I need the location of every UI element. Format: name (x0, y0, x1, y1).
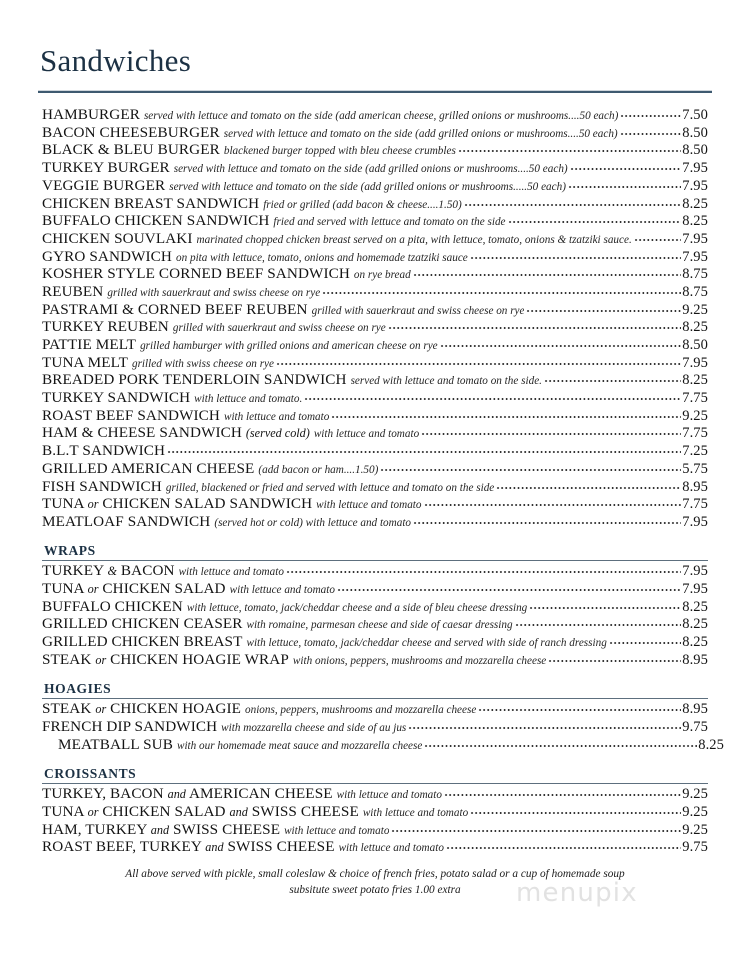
menu-item-name-part: TUNA (42, 496, 84, 512)
menu-item-price: 7.95 (682, 581, 708, 597)
menu-item-description: with lettuce and tomato (178, 567, 284, 579)
menu-item (42, 514, 708, 530)
menu-item-price: 8.95 (682, 478, 708, 495)
menu-item-price: 9.25 (682, 407, 708, 424)
dot-leader (337, 585, 681, 595)
menu-item-description: served with lettuce and tomato on the side (add american cheese, grilled onions or mushrooms....50 each) (143, 111, 619, 123)
menu-item-description: grilled with swiss cheese on rye (131, 358, 274, 370)
menu-item-price: 7.75 (682, 390, 708, 406)
menu-item-price: 8.50 (682, 337, 708, 353)
menu-item-price: 5.75 (682, 460, 708, 477)
menu-item-name-part: TURKEY, BACON (42, 786, 164, 802)
menu-item-description: served with lettuce and tomato on the side (add grilled onions or mushrooms....50 each) (223, 128, 618, 140)
menu-section-sandwiches (0, 107, 750, 529)
dot-leader (331, 412, 681, 422)
menu-item-name-part: CHICKEN SALAD SANDWICH (102, 496, 313, 512)
menu-item-description: on pita with lettuce, tomato, onions and homemade tzatziki sauce (175, 252, 468, 264)
menu-item (42, 786, 708, 802)
menu-item-name-part: & (107, 564, 118, 579)
menu-item (42, 634, 708, 650)
menu-item-name-part: HAM, TURKEY (42, 821, 147, 838)
menu-item-name-part: CHICKEN SALAD (102, 803, 226, 820)
menu-item (42, 443, 708, 459)
dot-leader (526, 306, 681, 316)
menu-item-name-part: (served cold) (245, 426, 310, 441)
menu-item-price: 9.25 (682, 301, 708, 318)
menu-item-name-part: CHICKEN SALAD (102, 581, 226, 597)
menu-item-name-part: or (87, 497, 99, 512)
menu-item-name: HAMBURGER (42, 107, 140, 123)
menu-item-name: GYRO SANDWICH (42, 248, 172, 265)
menu-item-name-part: STEAK (42, 701, 92, 717)
menu-item-name-part: TURKEY (42, 563, 104, 579)
dot-leader (544, 376, 681, 386)
menu-item (42, 160, 708, 176)
menu-item-name (42, 563, 175, 578)
section-divider-croissants (42, 783, 708, 784)
menu-item-price: 8.25 (682, 616, 708, 632)
menu-section-wraps (0, 543, 750, 667)
menu-item-price: 7.95 (682, 563, 708, 579)
menu-item-name: BREADED PORK TENDERLOIN SANDWICH (42, 372, 347, 388)
menu-item-description: with lettuce and tomato (223, 411, 330, 423)
menu-item-name: MEATBALL SUB (58, 736, 173, 753)
section-header-wraps: WRAPS (44, 543, 96, 559)
menu-item-name (42, 822, 280, 837)
dot-leader (446, 843, 681, 853)
dot-leader (508, 217, 682, 227)
menu-item-name-part: HAM & CHEESE SANDWICH (42, 425, 242, 441)
menu-item (42, 107, 708, 123)
menu-item-price: 7.25 (682, 443, 708, 459)
menu-item-name-part: TUNA (42, 581, 84, 597)
menu-item (42, 142, 708, 158)
menu-item (42, 496, 708, 512)
dot-leader (304, 394, 681, 404)
menu-item-name-part: SWISS CHEESE (251, 803, 359, 820)
menu-item (42, 372, 708, 388)
menu-item-price: 7.95 (682, 160, 708, 176)
menu-item-description: with lettuce and tomato. (194, 394, 303, 406)
menu-item-description: onions, peppers, mushrooms and mozzarella cheese (245, 705, 477, 717)
dot-leader (276, 359, 681, 369)
menu-item-name-part: CHICKEN HOAGIE (110, 701, 241, 717)
menu-item (42, 249, 708, 265)
dot-leader (464, 200, 681, 210)
menu-item (42, 231, 708, 247)
dot-leader (570, 164, 682, 174)
menu-item-description: with mozzarella cheese and side of au jus (221, 723, 407, 735)
menu-item (42, 178, 708, 194)
menu-item (42, 701, 708, 717)
menu-item-name: FRENCH DIP SANDWICH (42, 719, 218, 735)
menu-section-croissants (0, 766, 750, 855)
menu-item (42, 719, 708, 735)
menu-item-name: BLACK & BLEU BURGER (42, 142, 220, 158)
dot-leader (609, 638, 681, 648)
dot-leader (413, 270, 682, 280)
menu-item (42, 425, 708, 441)
dot-leader (408, 723, 681, 733)
menu-item-price: 8.95 (682, 701, 708, 717)
menu-item (42, 284, 708, 300)
menu-item (42, 581, 708, 597)
menu-item-name-part: and (229, 804, 248, 819)
dot-leader (391, 826, 681, 836)
menu-item-price: 8.25 (682, 213, 708, 229)
menu-item-name (42, 425, 310, 440)
menu-item-name: GRILLED CHICKEN BREAST (42, 634, 243, 650)
menu-item-description: with lettuce, tomato, jack/cheddar cheese and served with side of ranch dressing (246, 638, 607, 650)
menu-item (42, 337, 708, 353)
footer-line-1: All above served with pickle, small coleslaw & choice of french fries, potato salad or a cup of homemade soup (125, 868, 625, 880)
menu-item-name (42, 786, 333, 801)
dot-leader (424, 500, 682, 510)
menu-item-description: with romaine, parmesan cheese and side of caesar dressing (246, 620, 513, 632)
menu-item-name: B.L.T SANDWICH (42, 443, 166, 459)
menu-item-name-part: STEAK (42, 651, 92, 668)
menu-item-price: 9.25 (682, 786, 708, 802)
menu-item-price: 8.50 (682, 142, 708, 158)
menu-item-description: (add bacon or ham....1.50) (258, 464, 379, 476)
menu-item-price: 7.75 (682, 496, 708, 512)
menu-item-name: CHICKEN BREAST SANDWICH (42, 195, 260, 212)
menu-item-price: 7.95 (682, 177, 708, 194)
menu-item-price: 8.95 (682, 651, 708, 668)
section-header-croissants: CROISSANTS (44, 766, 137, 782)
menu-item-description: fried or grilled (add bacon & cheese....1.50) (263, 199, 462, 211)
dot-leader (620, 129, 682, 139)
menu-item-name-part: BACON (120, 563, 175, 579)
menu-item-name (42, 581, 226, 596)
dot-leader (440, 341, 682, 351)
menu-item-price: 8.25 (698, 736, 724, 753)
menu-item (42, 390, 708, 406)
menu-item-name-part: CHICKEN HOAGIE WRAP (110, 651, 289, 668)
menu-item-price: 9.25 (682, 821, 708, 838)
menu-item (42, 266, 708, 282)
dot-leader (515, 620, 682, 630)
menu-item (42, 355, 708, 371)
menu-item-description: served with lettuce and tomato on the side (add grilled onions or mushrooms.....50 each) (169, 181, 566, 193)
menu-item (42, 302, 708, 318)
menu-item-name: REUBEN (42, 283, 104, 300)
menu-item-price: 7.95 (682, 248, 708, 265)
menu-item-name-part: or (95, 652, 107, 667)
menu-item-description: grilled hamburger with grilled onions and american cheese on rye (140, 341, 438, 353)
menu-item-price: 7.75 (682, 425, 708, 441)
menu-item-name: GRILLED CHICKEN CEASER (42, 616, 243, 632)
menu-item-name: BUFFALO CHICKEN SANDWICH (42, 213, 270, 229)
dot-leader (548, 656, 681, 666)
menu-item (42, 196, 708, 212)
menu-item-name-part: or (95, 702, 107, 717)
menu-item-name: TUNA MELT (42, 354, 128, 371)
dot-leader (529, 603, 681, 613)
menu-item-name: ROAST BEEF SANDWICH (42, 407, 220, 424)
menu-item-name-part: or (87, 804, 99, 819)
menu-item-description: marinated chopped chicken breast served on a pita, with lettuce, tomato, onions & tzatziki sauce. (196, 234, 632, 246)
menu-item (42, 408, 708, 424)
menupix-watermark: menupix (516, 878, 638, 908)
menu-item-name: CHICKEN SOUVLAKI (42, 230, 193, 247)
menu-item-description: served with lettuce and tomato on the side. (350, 376, 542, 388)
menu-item-name: BUFFALO CHICKEN (42, 598, 183, 615)
menu-item-price: 8.25 (682, 634, 708, 650)
menu-item-description: fried and served with lettuce and tomato on the side (273, 217, 506, 229)
dot-leader (380, 465, 681, 475)
menu-item-description: grilled with sauerkraut and swiss cheese on rye (172, 323, 386, 335)
menu-item-name (42, 701, 241, 716)
menu-item (42, 479, 708, 495)
menu-item-description: with lettuce and tomato (316, 500, 422, 512)
menu-item-description: with lettuce and tomato (336, 790, 442, 802)
menu-item (42, 822, 708, 838)
menu-item-name (42, 804, 359, 819)
menu-item-description: with lettuce and tomato (338, 843, 444, 855)
menu-item-price: 9.75 (682, 839, 708, 855)
menu-item-name: PATTIE MELT (42, 337, 137, 353)
menu-item-description: with lettuce and tomato (313, 429, 420, 441)
menu-item-price: 8.50 (682, 124, 708, 141)
section-divider-wraps (42, 560, 708, 561)
dot-leader (388, 323, 681, 333)
menu-item (42, 125, 708, 141)
dot-leader (620, 111, 681, 121)
menu-item-price: 8.25 (682, 598, 708, 615)
menu-item-description: with lettuce and tomato (229, 585, 335, 597)
dot-leader (424, 741, 697, 751)
menu-item-description: (served hot or cold) with lettuce and tomato (214, 517, 412, 529)
dot-leader (470, 253, 681, 263)
dot-leader (167, 447, 681, 457)
menu-item (42, 839, 708, 855)
menu-item-description: grilled with sauerkraut and swiss cheese on rye (107, 287, 321, 299)
menu-item-price: 9.25 (682, 803, 708, 820)
section-divider-hoagies (42, 698, 708, 699)
dot-leader (458, 146, 681, 156)
title-divider (38, 90, 712, 93)
menu-item-description: grilled with sauerkraut and swiss cheese on rye (311, 305, 525, 317)
menu-item-name: PASTRAMI & CORNED BEEF REUBEN (42, 301, 308, 318)
menu-item-price: 8.25 (682, 319, 708, 335)
menu-item-description: with lettuce and tomato (362, 807, 469, 819)
menu-item-description: on rye bread (353, 270, 411, 282)
menu-item (42, 461, 708, 477)
menu-item-name-part: and (167, 787, 186, 802)
menu-item (42, 319, 708, 335)
menu-item-name: TURKEY SANDWICH (42, 390, 191, 406)
menu-item-name-part: SWISS CHEESE (172, 821, 281, 838)
menu-item-description: served with lettuce and tomato on the side (add grilled onions or mushrooms....50 each) (173, 164, 568, 176)
menu-item-name-part: ROAST BEEF, TURKEY (42, 839, 202, 855)
menu-item-name (42, 652, 289, 667)
menu-item-description: with lettuce and tomato (284, 825, 390, 837)
section-header-hoagies: HOAGIES (44, 681, 112, 697)
menu-item (42, 737, 724, 753)
menu-section-hoagies (0, 681, 750, 752)
menu-item-name: TURKEY BURGER (42, 160, 170, 176)
dot-leader (634, 235, 681, 245)
menu-item-description: with our homemade meat sauce and mozzarella cheese (176, 740, 423, 752)
dot-leader (496, 483, 681, 493)
dot-leader (421, 429, 681, 439)
menu-item-price: 7.95 (682, 230, 708, 247)
menu-item-name: FISH SANDWICH (42, 478, 162, 495)
menu-item-price: 8.25 (682, 195, 708, 212)
menu-item-name: GRILLED AMERICAN CHEESE (42, 460, 255, 477)
menu-item-price: 7.95 (682, 354, 708, 371)
menu-item-price: 8.75 (682, 283, 708, 300)
menu-item-name-part: TUNA (42, 803, 84, 820)
menu-item-description: grilled, blackened or fried and served with lettuce and tomato on the side (165, 482, 495, 494)
menu-item-description: blackened burger topped with bleu cheese crumbles (223, 146, 456, 158)
dot-leader (444, 790, 681, 800)
menu-item-price: 7.50 (682, 107, 708, 123)
menu-item-price: 9.75 (682, 719, 708, 735)
dot-leader (286, 567, 681, 577)
menu-item-name: VEGGIE BURGER (42, 177, 166, 194)
dot-leader (478, 705, 681, 715)
dot-leader (470, 808, 681, 818)
menu-item-description: with onions, peppers, mushrooms and mozzarella cheese (292, 655, 547, 667)
menu-item-description: with lettuce, tomato, jack/cheddar cheese and a side of bleu cheese dressing (186, 602, 528, 614)
menu-item (42, 599, 708, 615)
menu-item-name-part: AMERICAN CHEESE (188, 786, 333, 802)
dot-leader (568, 182, 681, 192)
menu-item (42, 213, 708, 229)
menu-item-name: TURKEY REUBEN (42, 319, 169, 335)
menu-item-price: 8.75 (682, 266, 708, 282)
dot-leader (413, 518, 681, 528)
menu-item-name: KOSHER STYLE CORNED BEEF SANDWICH (42, 266, 350, 282)
dot-leader (322, 288, 681, 298)
menu-item-name: BACON CHEESEBURGER (42, 124, 220, 141)
menu-item-price: 7.95 (682, 513, 708, 530)
menu-item-name (42, 496, 312, 511)
page-title: Sandwiches (40, 43, 192, 78)
menu-item (42, 804, 708, 820)
menu-item-name-part: and (150, 822, 170, 837)
footer-line-2: subsitute sweet potato fries 1.00 extra (289, 884, 461, 897)
menu-item (42, 652, 708, 668)
menu-item-name-part: and (205, 840, 224, 855)
menu-item-name (42, 839, 335, 854)
menu-item-price: 8.25 (682, 372, 708, 388)
menu-item (42, 616, 708, 632)
menu-item-name-part: or (87, 582, 99, 597)
menu-sections (0, 107, 750, 855)
menu-item-name: MEATLOAF SANDWICH (42, 513, 211, 530)
menu-item-name-part: SWISS CHEESE (227, 839, 335, 855)
menu-item (42, 563, 708, 579)
